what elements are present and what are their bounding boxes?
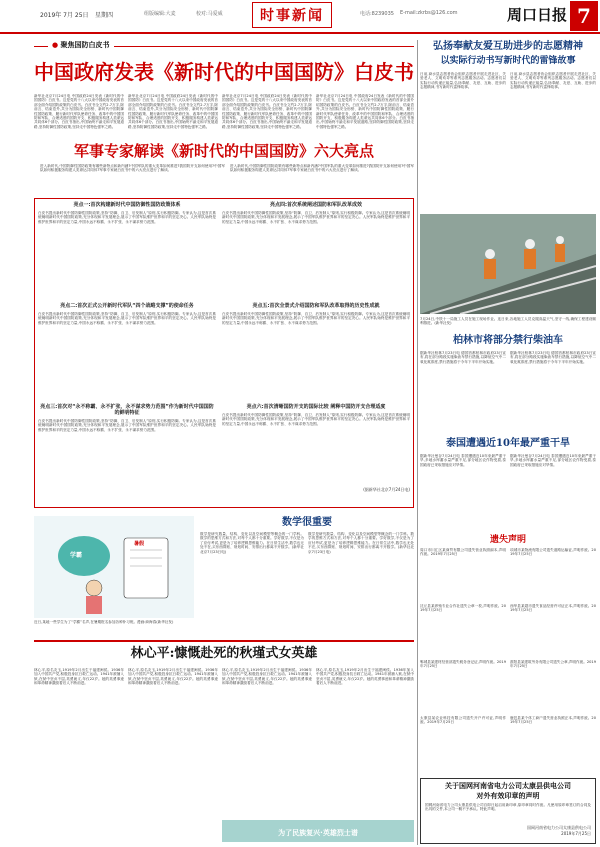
berlin-headline: 柏林市将部分禁行柴油车 [453,335,563,346]
notice-item: 西华县某超市遗失食品经营许可证正本,声明作废。2019年7月25日 [510,604,596,613]
berlin-body-right: 据新华社柏林7月23日电 德国首都柏林市政府23日宣布,将在部分路段实施柴油车禁行措施,以降低空气中二氧化氮浓度,禁行措施将于今年下半年开始实施。 [510,351,596,364]
page-number-box [570,1,598,31]
lead-body-col3: 新华社北京7月24日电 中国政府24日发表《新时代的中国国防》白皮书。这是党的十八大以来中国政府发表的首部全面介绍国防政策的白皮书。白皮书全文约2.7万字,除前言、结束语外,共分为国际安全形势、新时代中国防御性国防政策、履行新时代军队使命任务、改革中的中国国防和军队、合理适度的国防开支、积极服务构建人类命运共同体6个部分。白皮书指出,中国始终不渝走和平发展道路,坚持防御性国防政策,坚持走中国特色强军之路。 [222,94,312,129]
paper-name: 周口日报 [507,6,568,24]
heroine-body-col2: 林心平,原名友玉,1919年2月出生于福建闽侯。1936年加入中国共产党,积极投身抗日救亡运动。1941年被捕入狱,在狱中坚贞不屈,英勇就义,年仅22岁。她的英勇事迹和革命精神激励着后人不断前进。 [128,668,218,686]
cartoon-illustration [34,516,194,618]
heroine-body-col1: 林心平,原名友玉,1919年2月出生于福建闽侯。1936年加入中国共产党,积极投身抗日救亡运动。1941年被捕入狱,在狱中坚贞不屈,英勇就义,年仅22岁。她的英勇事迹和革命精神激励着后人不断前进。 [34,668,124,686]
power-statement-box [420,778,596,844]
notices-col-left [420,548,506,773]
power-statement-body: 国网河南省电力公司太康县供电公司自即日起启用新印章,原印章同时作废。凡使用原印章签订的合同及出具的文件,本公司一概不予承认。特此声明。 [425,803,591,812]
heroine-top-rule [34,640,414,642]
heroine-banner [222,820,414,842]
math-body-left: 数学是研究数量、结构、变化以及空间模型等概念的一门学科。数学的思维方式和方法,对每个人都十分重要。学好数学,不仅是为了应付考试,更是为了培养逻辑思维能力。在日常生活中,数学也无处不在,买东西算账、规划时间、安排出行都离不开数学。(新华社北京7月23日电) [200,532,304,554]
volunteer-subheadline: 以实际行动书写新时代的雷锋故事 [440,56,576,66]
notice-item: 淮阳县某建筑劳务有限公司遗失公章,声明作废。2019年7月25日 [510,660,596,669]
heroine-body-col4: 林心平,原名友玉,1919年2月出生于福建闽侯。1936年加入中国共产党,积极投身抗日救亡运动。1941年被捕入狱,在狱中坚贞不屈,英勇就义,年仅22岁。她的英勇事迹和革命精神激励着后人不断前进。 [316,668,414,686]
issue-weekday: 星期四 [95,12,114,19]
point-4-body: 白皮书提出新时代中国防御性国防政策,坚持“防御、自卫、后发制人”原则,实行积极防御。专家认为,这是首次系统阐明新时代中国国防政策,充分体现和平发展理念,展示了中国军队维护世界和平的坚定决心。人民军队始终是维护世界和平的坚定力量,中国永远不称霸、永不扩张、永不谋求势力范围。 [222,211,410,224]
heroine-banner-label: 为了民族复兴·英雄烈士谱 [278,829,358,837]
point-5 [222,303,410,400]
notice-item: 沈丘县某养殖专业合作社遗失公章一枚,声明作废。2019年7月25日 [420,604,506,613]
rail-construction-photo [420,214,596,314]
notice-item: 周口市川汇区某商贸有限公司遗失营业执照副本,声明作废。2019年7月25日 [420,548,506,557]
six-points-intro-left: 进入新时代,中国防御性国防政策有哪些新特点和新内涵?中国军队的重大变革如何推进?我国防开支如何使用?中国军队如何积极服务构建人类命运共同体?军事专家就白皮书中的六大亮点进行了解读。 [40,164,225,173]
notice-item: 项城市某物流有限公司遗失道路运输证,声明作废。2019年7月25日 [510,548,596,557]
notices-title: 遗失声明 [489,535,526,545]
six-points-source: (据新华社北京7月24日电) [363,487,410,492]
focus-tag-row [34,40,414,52]
notice-item: 郸城县某建材经营部遗失税务登记证,声明作废。2019年7月25日 [420,660,506,669]
power-statement-issuer: 国网河南省电力公司太康县供电公司 [527,825,591,830]
thailand-body-left: 据新华社曼谷7月24日电 泰国遭遇近10年来最严重干旱,多地水库蓄水量严重不足,部分地区农作物受损,泰国政府已采取措施应对旱情。 [420,454,506,467]
point-2-head: 亮点二:首次正式公开新时代军队“四个战略支撑”的使命任务 [60,303,194,309]
section-box [252,2,332,28]
math-body-right: 数学是研究数量、结构、变化以及空间模型等概念的一门学科。数学的思维方式和方法,对每个人都十分重要。学好数学,不仅是为了应付考试,更是为了培养逻辑思维能力。在日常生活中,数学也无处不在,买东西算账、规划时间、安排出行都离不开数学。(新华社北京7月23日电) [308,532,414,554]
point-1-head: 亮点一:首次构建新时代中国防御性国防政策体系 [73,202,181,208]
notices-col-right [510,548,596,773]
point-3-body: 白皮书提出新时代中国防御性国防政策,坚持“防御、自卫、后发制人”原则,实行积极防御。专家认为,这是首次系统阐明新时代中国国防政策,充分体现和平发展理念,展示了中国军队维护世界和平的坚定决心。人民军队始终是维护世界和平的坚定力量,中国永远不称霸、永不扩张、永不谋求势力范围。 [38,419,216,432]
six-points-intro-right: 进入新时代,中国防御性国防政策有哪些新特点和新内涵?中国军队的重大变革如何推进?我国防开支如何使用?中国军队如何积极服务构建人类命运共同体?军事专家就白皮书中的六大亮点进行了解读。 [230,164,414,173]
point-6-head: 亮点六:首次清晰国防开支的国际比较 阐释中国防开支合理适度 [246,404,386,410]
power-statement-subtitle: 对外有效印章的声明 [476,791,540,800]
berlin-body-left: 据新华社柏林7月23日电 德国首都柏林市政府23日宣布,将在部分路段实施柴油车禁行措施,以降低空气中二氧化氮浓度,禁行措施将于今年下半年开始实施。 [420,351,506,364]
heroine-headline: 林心平:慷慨赴死的秋瑾式女英雄 [130,646,318,661]
volunteer-headline: 弘扬奉献友爱互助进步的志愿精神 [433,41,583,52]
photo-caption: 7月24日,中铁十一局施工人员在施工现场作业。连日来,各地施工人员克服高温天气,坚守一线,确保工程建设顺利推进。(新华社发) [420,317,596,326]
contact-phone: 电话:8239035 [360,11,394,17]
math-headline: 数学很重要 [282,517,332,528]
section-title: 时事新闻 [260,8,324,24]
focus-tag [48,40,114,50]
masthead [0,0,600,34]
lead-body-col2: 新华社北京7月24日电 中国政府24日发表《新时代的中国国防》白皮书。这是党的十八大以来中国政府发表的首部全面介绍国防政策的白皮书。白皮书全文约2.7万字,除前言、结束语外,共分为国际安全形势、新时代中国防御性国防政策、履行新时代军队使命任务、改革中的中国国防和军队、合理适度的国防开支、积极服务构建人类命运共同体6个部分。白皮书指出,中国始终不渝走和平发展道路,坚持防御性国防政策,坚持走中国特色强军之路。 [128,94,218,129]
issue-date: 2019年 7月 25日 [40,12,89,19]
heroine-body-col3: 林心平,原名友玉,1919年2月出生于福建闽侯。1936年加入中国共产党,积极投身抗日救亡运动。1941年被捕入狱,在狱中坚贞不屈,英勇就义,年仅22岁。她的英勇事迹和革命精神激励着后人不断前进。 [222,668,312,686]
point-3 [38,404,216,504]
rail-construction-illustration [420,214,596,314]
contact-email: E-mail:zkrbs@126.com [400,10,458,16]
point-1-body: 白皮书提出新时代中国防御性国防政策,坚持“防御、自卫、后发制人”原则,实行积极防御。专家认为,这是首次系统阐明新时代中国国防政策,充分体现和平发展理念,展示了中国军队维护世界和平的坚定决心。人民军队始终是维护世界和平的坚定力量,中国永远不称霸、永不扩张、永不谋求势力范围。 [38,211,216,224]
focus-bullet-icon: ● [52,41,59,49]
cartoon-label-xueba: 学霸 [70,552,83,559]
page-number: 7 [577,4,591,28]
notice-item: 太康县某农业科技有限公司遗失开户许可证,声明作废。2019年7月25日 [420,716,506,725]
power-statement-date: 2019年7月25日 [561,831,591,836]
point-2-body: 白皮书提出新时代中国防御性国防政策,坚持“防御、自卫、后发制人”原则,实行积极防御。专家认为,这是首次系统阐明新时代中国国防政策,充分体现和平发展理念,展示了中国军队维护世界和平的坚定决心。人民军队始终是维护世界和平的坚定力量,中国永远不称霸、永不扩张、永不谋求势力范围。 [38,312,216,325]
cartoon-caption: 近日,某地一些学生为了“学霸”名声,在暑期报名参加各种补习班。漫画:商海春(新华社发) [34,620,174,624]
six-points-headline: 军事专家解读《新时代的中国国防》六大亮点 [73,142,374,160]
layout-editor: 组版编辑:大麦 [144,11,176,17]
lead-headline: 中国政府发表《新时代的中国国防》白皮书 [34,60,414,84]
point-6 [222,404,410,504]
point-6-body: 白皮书提出新时代中国防御性国防政策,坚持“防御、自卫、后发制人”原则,实行积极防御。专家认为,这是首次系统阐明新时代中国国防政策,充分体现和平发展理念,展示了中国军队维护世界和平的坚定决心。人民军队始终是维护世界和平的坚定力量,中国永远不称霸、永不扩张、永不谋求势力范围。 [222,413,410,426]
focus-tag-label: 聚焦国防白皮书 [60,41,110,49]
point-2 [38,303,216,400]
point-5-body: 白皮书提出新时代中国防御性国防政策,坚持“防御、自卫、后发制人”原则,实行积极防御。专家认为,这是首次系统阐明新时代中国国防政策,充分体现和平发展理念,展示了中国军队维护世界和平的坚定决心。人民军队始终是维护世界和平的坚定力量,中国永远不称霸、永不扩张、永不谋求势力范围。 [222,312,410,325]
point-1 [38,202,216,299]
power-statement-title: 关于国网河南省电力公司太康县供电公司 [445,781,571,790]
point-5-head: 亮点五:首次全景式介绍国防和军队改革取得的历史性成就 [252,303,380,309]
notice-item: 鹿邑县某个体工商户遗失营业执照正本,声明作废。2019年7月25日 [510,716,596,725]
column-divider [417,40,418,845]
point-3-head: 亮点三:首次对“永不称霸、永不扩张、永不谋求势力范围”作为新时代中国国防的鲜明特征 [40,404,214,416]
proofreader: 校对:马爱威 [196,11,223,17]
point-4 [222,202,410,299]
thailand-headline: 泰国遭遇近10年最严重干旱 [446,438,570,449]
point-4-head: 亮点四:首次系统阐述国防和军队改革成效 [269,202,362,208]
cartoon-label-summer: 暑假 [134,541,145,547]
cartoon-panel [34,516,194,618]
volunteer-body-left: 日前,商水县志愿者协会组织志愿者开展走进社区、关爱老人、文明劝导等系列志愿服务活动。志愿者们以实际行动传递正能量,弘扬奉献、友爱、互助、进步的志愿精神,书写新时代雷锋故事。 [420,72,506,90]
lead-body-col4: 新华社北京7月24日电 中国政府24日发表《新时代的中国国防》白皮书。这是党的十八大以来中国政府发表的首部全面介绍国防政策的白皮书。白皮书全文约2.7万字,除前言、结束语外,共分为国际安全形势、新时代中国防御性国防政策、履行新时代军队使命任务、改革中的中国国防和军队、合理适度的国防开支、积极服务构建人类命运共同体6个部分。白皮书指出,中国始终不渝走和平发展道路,坚持防御性国防政策,坚持走中国特色强军之路。 [316,94,414,129]
thailand-body-right: 据新华社曼谷7月24日电 泰国遭遇近10年来最严重干旱,多地水库蓄水量严重不足,部分地区农作物受损,泰国政府已采取措施应对旱情。 [510,454,596,467]
volunteer-body-right: 日前,商水县志愿者协会组织志愿者开展走进社区、关爱老人、文明劝导等系列志愿服务活动。志愿者们以实际行动传递正能量,弘扬奉献、友爱、互助、进步的志愿精神,书写新时代雷锋故事。 [510,72,596,90]
lead-body-col1: 新华社北京7月24日电 中国政府24日发表《新时代的中国国防》白皮书。这是党的十八大以来中国政府发表的首部全面介绍国防政策的白皮书。白皮书全文约2.7万字,除前言、结束语外,共分为国际安全形势、新时代中国防御性国防政策、履行新时代军队使命任务、改革中的中国国防和军队、合理适度的国防开支、积极服务构建人类命运共同体6个部分。白皮书指出,中国始终不渝走和平发展道路,坚持防御性国防政策,坚持走中国特色强军之路。 [34,94,124,129]
